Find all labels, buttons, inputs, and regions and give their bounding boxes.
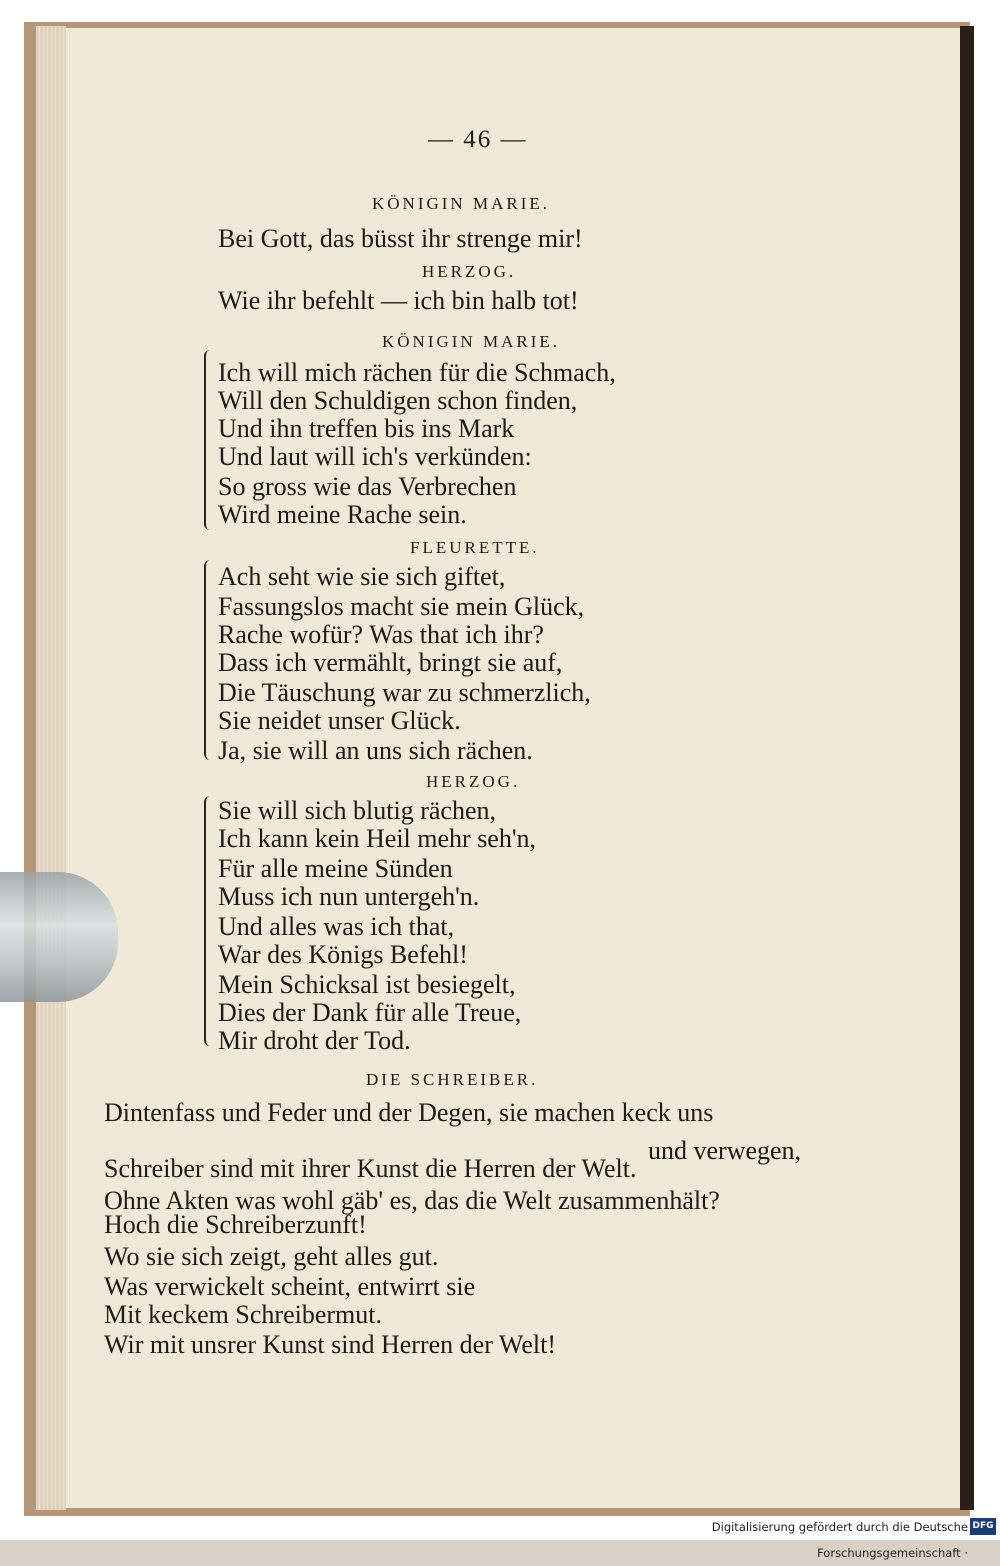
verse-line: Will den Schuldigen schon finden, [218, 386, 578, 415]
verse-line: Mein Schicksal ist besiegelt, [218, 970, 516, 999]
verse-line: War des Königs Befehl! [218, 940, 468, 969]
verse-line: Die Täuschung war zu schmerzlich, [218, 678, 591, 707]
scan-margin [974, 0, 1000, 1540]
page-number: — 46 — [428, 126, 528, 153]
verse-line: Ich kann kein Heil mehr seh'n, [218, 824, 537, 853]
verse-line: Und laut will ich's verkünden: [218, 442, 532, 471]
verse-brace [204, 560, 210, 760]
verse-line: Sie neidet unser Glück. [218, 706, 461, 735]
verse-line: Was verwickelt scheint, entwirrt sie [104, 1272, 476, 1301]
verse-line: Dintenfass und Feder und der Degen, sie machen keck uns [104, 1098, 714, 1127]
verse-line: Ohne Akten was wohl gäb' es, das die Welt zusammenhält? [104, 1186, 720, 1215]
verse-line: Wo sie sich zeigt, geht alles gut. [104, 1242, 439, 1271]
speaker-name: KÖNIGIN MARIE. [382, 332, 560, 351]
digitization-credit: Digitalisierung gefördert durch die Deutsche Forschungsgemeinschaft · [711, 1520, 968, 1560]
verse-line: Für alle meine Sünden [218, 854, 453, 883]
verse-line: Ja, sie will an uns sich rächen. [218, 736, 533, 765]
verse-line: Und ihn treffen bis ins Mark [218, 414, 515, 443]
speaker-name: KÖNIGIN MARIE. [372, 194, 550, 213]
verse-line: Fassungslos macht sie mein Glück, [218, 592, 585, 621]
verse-brace [204, 350, 210, 530]
verse-line: Wir mit unsrer Kunst sind Herren der Welt! [104, 1330, 556, 1359]
verse-line: Wird meine Rache sein. [218, 500, 467, 529]
verse-line: Schreiber sind mit ihrer Kunst die Herren der Welt. [104, 1154, 637, 1183]
verse-line: Rache wofür? Was that ich ihr? [218, 620, 544, 649]
dfg-logo: DFG [970, 1518, 996, 1535]
verse-line: Bei Gott, das büsst ihr strenge mir! [218, 224, 583, 253]
verse-line: Hoch die Schreiberzunft! [104, 1210, 367, 1239]
verse-line: Und alles was ich that, [218, 912, 455, 941]
page-clip [0, 872, 118, 1002]
speaker-name: DIE SCHREIBER. [366, 1070, 539, 1089]
page-stack-edge [36, 26, 66, 1510]
verse-line: Ach seht wie sie sich giftet, [218, 562, 506, 591]
verse-line: Wie ihr befehlt — ich bin halb tot! [218, 286, 579, 315]
book-spine-shadow [960, 26, 974, 1510]
verse-line: Mit keckem Schreibermut. [104, 1300, 382, 1329]
verse-line: und verwegen, [648, 1136, 802, 1165]
verse-line: Ich will mich rächen für die Schmach, [218, 358, 616, 387]
verse-line: Dies der Dank für alle Treue, [218, 998, 522, 1027]
verse-line: Mir droht der Tod. [218, 1026, 411, 1055]
speaker-name: FLEURETTE. [410, 538, 540, 557]
verse-line: Muss ich nun untergeh'n. [218, 882, 480, 911]
verse-line: Dass ich vermählt, bringt sie auf, [218, 648, 563, 677]
speaker-name: HERZOG. [422, 262, 517, 281]
verse-line: Sie will sich blutig rächen, [218, 796, 497, 825]
verse-brace [204, 796, 210, 1046]
verse-line: So gross wie das Verbrechen [218, 472, 517, 501]
speaker-name: HERZOG. [426, 772, 521, 791]
